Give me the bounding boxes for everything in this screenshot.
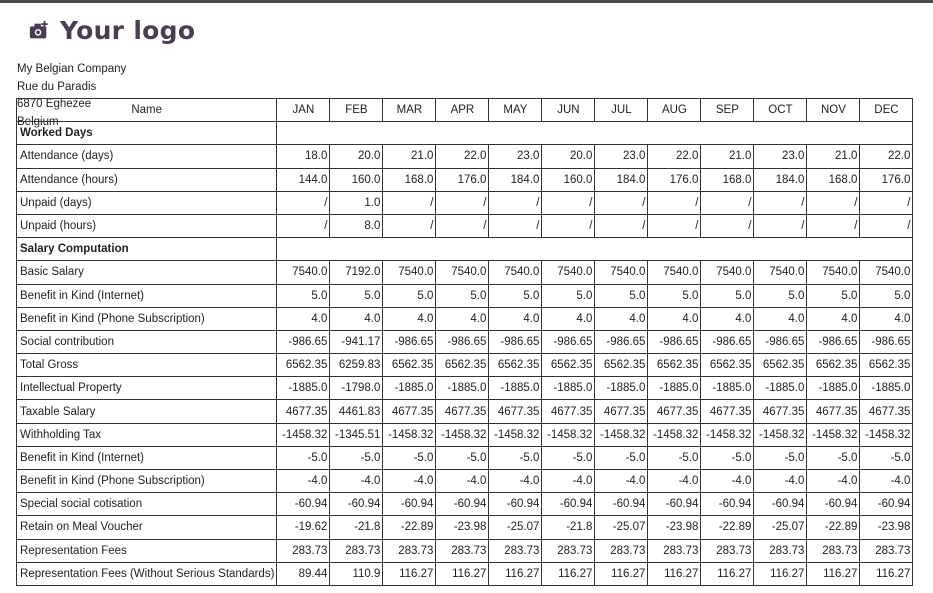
row-label: Unpaid (days) xyxy=(17,191,277,214)
cell-apr: 22.0 xyxy=(436,145,489,168)
cell-apr: -1458.32 xyxy=(436,423,489,446)
cell-jan: -1458.32 xyxy=(277,423,330,446)
cell-dec: -5.0 xyxy=(860,446,913,469)
cell-feb: 6259.83 xyxy=(330,354,383,377)
cell-mar: -986.65 xyxy=(383,330,436,353)
cell-may: -986.65 xyxy=(489,330,542,353)
cell-jun: 160.0 xyxy=(542,168,595,191)
cell-jun: -1885.0 xyxy=(542,377,595,400)
section-row xyxy=(17,122,913,145)
cell-jul: 7540.0 xyxy=(595,261,648,284)
cell-aug: -23.98 xyxy=(648,516,701,539)
row-label: Total Gross xyxy=(17,354,277,377)
cell-feb: -941.17 xyxy=(330,330,383,353)
cell-jan: -5.0 xyxy=(277,446,330,469)
cell-nov: 6562.35 xyxy=(807,354,860,377)
cell-jul: 6562.35 xyxy=(595,354,648,377)
cell-mar: 21.0 xyxy=(383,145,436,168)
cell-jun: 5.0 xyxy=(542,284,595,307)
table-row xyxy=(17,423,913,446)
cell-aug: -5.0 xyxy=(648,446,701,469)
cell-jun: 6562.35 xyxy=(542,354,595,377)
cell-jun: -4.0 xyxy=(542,470,595,493)
cell-jun: 4677.35 xyxy=(542,400,595,423)
cell-dec: 6562.35 xyxy=(860,354,913,377)
cell-apr: 4.0 xyxy=(436,307,489,330)
row-label: Taxable Salary xyxy=(17,400,277,423)
cell-aug: -986.65 xyxy=(648,330,701,353)
cell-may: 7540.0 xyxy=(489,261,542,284)
cell-dec: -986.65 xyxy=(860,330,913,353)
cell-mar: 116.27 xyxy=(383,562,436,585)
column-header-sep: SEP xyxy=(701,99,754,122)
cell-nov: 21.0 xyxy=(807,145,860,168)
table-row xyxy=(17,191,913,214)
cell-jul: -60.94 xyxy=(595,493,648,516)
table-row xyxy=(17,145,913,168)
column-header-feb: FEB xyxy=(330,99,383,122)
cell-oct: / xyxy=(754,191,807,214)
cell-jun: 116.27 xyxy=(542,562,595,585)
cell-may: / xyxy=(489,191,542,214)
cell-may: -1458.32 xyxy=(489,423,542,446)
cell-oct: 23.0 xyxy=(754,145,807,168)
cell-aug: 176.0 xyxy=(648,168,701,191)
cell-jul: / xyxy=(595,214,648,237)
cell-feb: 4.0 xyxy=(330,307,383,330)
cell-dec: 4677.35 xyxy=(860,400,913,423)
row-label: Intellectual Property xyxy=(17,377,277,400)
cell-jan: -1885.0 xyxy=(277,377,330,400)
cell-jun: -986.65 xyxy=(542,330,595,353)
cell-dec: 4.0 xyxy=(860,307,913,330)
cell-jul: 5.0 xyxy=(595,284,648,307)
cell-feb: 7192.0 xyxy=(330,261,383,284)
row-label: Attendance (days) xyxy=(17,145,277,168)
cell-oct: 7540.0 xyxy=(754,261,807,284)
cell-jul: -4.0 xyxy=(595,470,648,493)
cell-feb: -5.0 xyxy=(330,446,383,469)
cell-jan: / xyxy=(277,191,330,214)
cell-apr: 7540.0 xyxy=(436,261,489,284)
cell-jul: / xyxy=(595,191,648,214)
table-body xyxy=(17,122,913,586)
row-label: Basic Salary xyxy=(17,261,277,284)
cell-apr: 6562.35 xyxy=(436,354,489,377)
row-label: Retain on Meal Voucher xyxy=(17,516,277,539)
cell-apr: -5.0 xyxy=(436,446,489,469)
cell-nov: / xyxy=(807,214,860,237)
column-header-apr: APR xyxy=(436,99,489,122)
section-title: Worked Days xyxy=(17,122,277,145)
cell-oct: 4677.35 xyxy=(754,400,807,423)
column-header-oct: OCT xyxy=(754,99,807,122)
table-row xyxy=(17,261,913,284)
table-row xyxy=(17,400,913,423)
payroll-report-table xyxy=(16,98,913,586)
cell-oct: 4.0 xyxy=(754,307,807,330)
cell-apr: -986.65 xyxy=(436,330,489,353)
table-row xyxy=(17,377,913,400)
cell-may: -4.0 xyxy=(489,470,542,493)
cell-feb: 5.0 xyxy=(330,284,383,307)
cell-may: 4677.35 xyxy=(489,400,542,423)
cell-aug: -4.0 xyxy=(648,470,701,493)
cell-nov: 4.0 xyxy=(807,307,860,330)
cell-apr: -60.94 xyxy=(436,493,489,516)
cell-may: 4.0 xyxy=(489,307,542,330)
cell-apr: 176.0 xyxy=(436,168,489,191)
cell-feb: 4461.83 xyxy=(330,400,383,423)
cell-aug: 283.73 xyxy=(648,539,701,562)
cell-jan: 6562.35 xyxy=(277,354,330,377)
cell-apr: 4677.35 xyxy=(436,400,489,423)
column-header-aug: AUG xyxy=(648,99,701,122)
cell-apr: 283.73 xyxy=(436,539,489,562)
cell-mar: -1458.32 xyxy=(383,423,436,446)
cell-mar: 7540.0 xyxy=(383,261,436,284)
cell-oct: -60.94 xyxy=(754,493,807,516)
cell-oct: 283.73 xyxy=(754,539,807,562)
table-row xyxy=(17,446,913,469)
top-bar xyxy=(0,0,933,3)
cell-may: / xyxy=(489,214,542,237)
cell-nov: -986.65 xyxy=(807,330,860,353)
cell-jul: 283.73 xyxy=(595,539,648,562)
cell-apr: / xyxy=(436,214,489,237)
table-row xyxy=(17,470,913,493)
cell-sep: / xyxy=(701,214,754,237)
cell-feb: 1.0 xyxy=(330,191,383,214)
row-label: Special social cotisation xyxy=(17,493,277,516)
cell-jun: 7540.0 xyxy=(542,261,595,284)
cell-nov: -1458.32 xyxy=(807,423,860,446)
company-logo xyxy=(28,16,195,45)
cell-jul: 4677.35 xyxy=(595,400,648,423)
cell-sep: -4.0 xyxy=(701,470,754,493)
cell-jul: -5.0 xyxy=(595,446,648,469)
cell-aug: 5.0 xyxy=(648,284,701,307)
cell-mar: -1885.0 xyxy=(383,377,436,400)
cell-nov: -1885.0 xyxy=(807,377,860,400)
cell-jan: 4.0 xyxy=(277,307,330,330)
logo-text: Your logo xyxy=(60,16,196,45)
cell-may: -25.07 xyxy=(489,516,542,539)
cell-dec: / xyxy=(860,191,913,214)
row-label: Unpaid (hours) xyxy=(17,214,277,237)
cell-jan: 89.44 xyxy=(277,562,330,585)
cell-oct: 5.0 xyxy=(754,284,807,307)
cell-apr: -1885.0 xyxy=(436,377,489,400)
cell-mar: -22.89 xyxy=(383,516,436,539)
cell-nov: / xyxy=(807,191,860,214)
cell-feb: 110.9 xyxy=(330,562,383,585)
table-row xyxy=(17,214,913,237)
cell-may: 23.0 xyxy=(489,145,542,168)
address-street: Rue du Paradis xyxy=(17,80,97,93)
row-label: Benefit in Kind (Internet) xyxy=(17,446,277,469)
cell-jan: 18.0 xyxy=(277,145,330,168)
cell-sep: -1885.0 xyxy=(701,377,754,400)
section-spacer xyxy=(277,122,913,145)
cell-apr: -23.98 xyxy=(436,516,489,539)
table-row xyxy=(17,330,913,353)
row-label: Benefit in Kind (Phone Subscription) xyxy=(17,307,277,330)
cell-jan: 4677.35 xyxy=(277,400,330,423)
table-row xyxy=(17,562,913,585)
cell-dec: / xyxy=(860,214,913,237)
row-label: Attendance (hours) xyxy=(17,168,277,191)
cell-sep: 7540.0 xyxy=(701,261,754,284)
column-header-nov: NOV xyxy=(807,99,860,122)
cell-jun: -60.94 xyxy=(542,493,595,516)
table-row xyxy=(17,307,913,330)
cell-may: 5.0 xyxy=(489,284,542,307)
row-label: Benefit in Kind (Phone Subscription) xyxy=(17,470,277,493)
cell-sep: -5.0 xyxy=(701,446,754,469)
cell-apr: / xyxy=(436,191,489,214)
table-header-row xyxy=(17,99,913,122)
cell-may: 6562.35 xyxy=(489,354,542,377)
cell-aug: 22.0 xyxy=(648,145,701,168)
cell-feb: 20.0 xyxy=(330,145,383,168)
cell-dec: 283.73 xyxy=(860,539,913,562)
cell-nov: 116.27 xyxy=(807,562,860,585)
cell-mar: 4.0 xyxy=(383,307,436,330)
column-header-may: MAY xyxy=(489,99,542,122)
cell-apr: 5.0 xyxy=(436,284,489,307)
cell-jan: / xyxy=(277,214,330,237)
cell-mar: / xyxy=(383,214,436,237)
section-title: Salary Computation xyxy=(17,238,277,261)
cell-jun: 20.0 xyxy=(542,145,595,168)
column-header-jun: JUN xyxy=(542,99,595,122)
cell-aug: 4677.35 xyxy=(648,400,701,423)
cell-jun: -5.0 xyxy=(542,446,595,469)
cell-sep: -22.89 xyxy=(701,516,754,539)
cell-mar: 5.0 xyxy=(383,284,436,307)
section-spacer xyxy=(277,238,913,261)
cell-nov: 7540.0 xyxy=(807,261,860,284)
cell-feb: -1345.51 xyxy=(330,423,383,446)
cell-jan: -986.65 xyxy=(277,330,330,353)
column-header-jan: JAN xyxy=(277,99,330,122)
table-row xyxy=(17,168,913,191)
cell-jan: -19.62 xyxy=(277,516,330,539)
table-row xyxy=(17,284,913,307)
cell-feb: -1798.0 xyxy=(330,377,383,400)
cell-sep: 5.0 xyxy=(701,284,754,307)
cell-aug: 6562.35 xyxy=(648,354,701,377)
cell-sep: 21.0 xyxy=(701,145,754,168)
cell-may: 116.27 xyxy=(489,562,542,585)
cell-oct: -25.07 xyxy=(754,516,807,539)
cell-mar: -5.0 xyxy=(383,446,436,469)
cell-feb: 8.0 xyxy=(330,214,383,237)
column-header-name: Name xyxy=(17,99,277,122)
cell-may: 184.0 xyxy=(489,168,542,191)
cell-jul: 116.27 xyxy=(595,562,648,585)
cell-aug: 116.27 xyxy=(648,562,701,585)
cell-aug: 4.0 xyxy=(648,307,701,330)
cell-aug: 7540.0 xyxy=(648,261,701,284)
cell-jul: 4.0 xyxy=(595,307,648,330)
cell-sep: 6562.35 xyxy=(701,354,754,377)
company-name: My Belgian Company xyxy=(17,63,127,75)
cell-oct: -1458.32 xyxy=(754,423,807,446)
cell-jan: 283.73 xyxy=(277,539,330,562)
cell-jul: -986.65 xyxy=(595,330,648,353)
cell-jan: 5.0 xyxy=(277,284,330,307)
cell-oct: -986.65 xyxy=(754,330,807,353)
cell-dec: 176.0 xyxy=(860,168,913,191)
cell-sep: -1458.32 xyxy=(701,423,754,446)
cell-nov: -5.0 xyxy=(807,446,860,469)
cell-nov: 283.73 xyxy=(807,539,860,562)
cell-mar: 168.0 xyxy=(383,168,436,191)
cell-aug: -1458.32 xyxy=(648,423,701,446)
cell-jan: 7540.0 xyxy=(277,261,330,284)
cell-jun: 283.73 xyxy=(542,539,595,562)
cell-dec: -1885.0 xyxy=(860,377,913,400)
cell-mar: 4677.35 xyxy=(383,400,436,423)
column-header-dec: DEC xyxy=(860,99,913,122)
cell-mar: -4.0 xyxy=(383,470,436,493)
column-header-mar: MAR xyxy=(383,99,436,122)
cell-nov: 5.0 xyxy=(807,284,860,307)
cell-dec: 7540.0 xyxy=(860,261,913,284)
cell-mar: 283.73 xyxy=(383,539,436,562)
address-country: Belgium xyxy=(17,115,59,128)
cell-feb: 283.73 xyxy=(330,539,383,562)
cell-jul: -1458.32 xyxy=(595,423,648,446)
cell-jun: / xyxy=(542,191,595,214)
cell-jul: -1885.0 xyxy=(595,377,648,400)
cell-aug: / xyxy=(648,214,701,237)
cell-dec: 5.0 xyxy=(860,284,913,307)
cell-apr: -4.0 xyxy=(436,470,489,493)
cell-nov: -60.94 xyxy=(807,493,860,516)
cell-dec: -60.94 xyxy=(860,493,913,516)
row-label: Social contribution xyxy=(17,330,277,353)
cell-jul: 23.0 xyxy=(595,145,648,168)
cell-sep: 283.73 xyxy=(701,539,754,562)
cell-oct: / xyxy=(754,214,807,237)
cell-jun: -1458.32 xyxy=(542,423,595,446)
cell-dec: -4.0 xyxy=(860,470,913,493)
cell-oct: 184.0 xyxy=(754,168,807,191)
cell-feb: -60.94 xyxy=(330,493,383,516)
cell-jun: -21.8 xyxy=(542,516,595,539)
cell-sep: 4.0 xyxy=(701,307,754,330)
cell-nov: 168.0 xyxy=(807,168,860,191)
row-label: Benefit in Kind (Internet) xyxy=(17,284,277,307)
cell-nov: -22.89 xyxy=(807,516,860,539)
cell-feb: -4.0 xyxy=(330,470,383,493)
table-row xyxy=(17,516,913,539)
table-row xyxy=(17,493,913,516)
cell-may: 283.73 xyxy=(489,539,542,562)
cell-dec: -23.98 xyxy=(860,516,913,539)
row-label: Representation Fees xyxy=(17,539,277,562)
cell-oct: -4.0 xyxy=(754,470,807,493)
cell-feb: 160.0 xyxy=(330,168,383,191)
cell-dec: -1458.32 xyxy=(860,423,913,446)
cell-jan: -4.0 xyxy=(277,470,330,493)
cell-mar: -60.94 xyxy=(383,493,436,516)
cell-aug: -60.94 xyxy=(648,493,701,516)
cell-mar: 6562.35 xyxy=(383,354,436,377)
cell-jun: 4.0 xyxy=(542,307,595,330)
cell-sep: 116.27 xyxy=(701,562,754,585)
cell-oct: -5.0 xyxy=(754,446,807,469)
cell-dec: 116.27 xyxy=(860,562,913,585)
cell-may: -60.94 xyxy=(489,493,542,516)
cell-nov: -4.0 xyxy=(807,470,860,493)
cell-may: -5.0 xyxy=(489,446,542,469)
cell-oct: 6562.35 xyxy=(754,354,807,377)
cell-nov: 4677.35 xyxy=(807,400,860,423)
cell-apr: 116.27 xyxy=(436,562,489,585)
cell-jan: 144.0 xyxy=(277,168,330,191)
cell-jul: -25.07 xyxy=(595,516,648,539)
cell-jan: -60.94 xyxy=(277,493,330,516)
section-row xyxy=(17,238,913,261)
cell-sep: -986.65 xyxy=(701,330,754,353)
cell-oct: -1885.0 xyxy=(754,377,807,400)
table-row xyxy=(17,539,913,562)
cell-oct: 116.27 xyxy=(754,562,807,585)
cell-mar: / xyxy=(383,191,436,214)
cell-jul: 184.0 xyxy=(595,168,648,191)
cell-aug: -1885.0 xyxy=(648,377,701,400)
cell-dec: 22.0 xyxy=(860,145,913,168)
cell-sep: 168.0 xyxy=(701,168,754,191)
cell-sep: 4677.35 xyxy=(701,400,754,423)
address-city: 6870 Eghezee xyxy=(17,98,92,110)
cell-aug: / xyxy=(648,191,701,214)
cell-sep: / xyxy=(701,191,754,214)
cell-may: -1885.0 xyxy=(489,377,542,400)
cell-feb: -21.8 xyxy=(330,516,383,539)
cell-sep: -60.94 xyxy=(701,493,754,516)
row-label: Representation Fees (Without Serious Standards) xyxy=(17,562,277,585)
row-label: Withholding Tax xyxy=(17,423,277,446)
camera-add-icon xyxy=(28,20,50,42)
cell-jun: / xyxy=(542,214,595,237)
column-header-jul: JUL xyxy=(595,99,648,122)
table-row xyxy=(17,354,913,377)
